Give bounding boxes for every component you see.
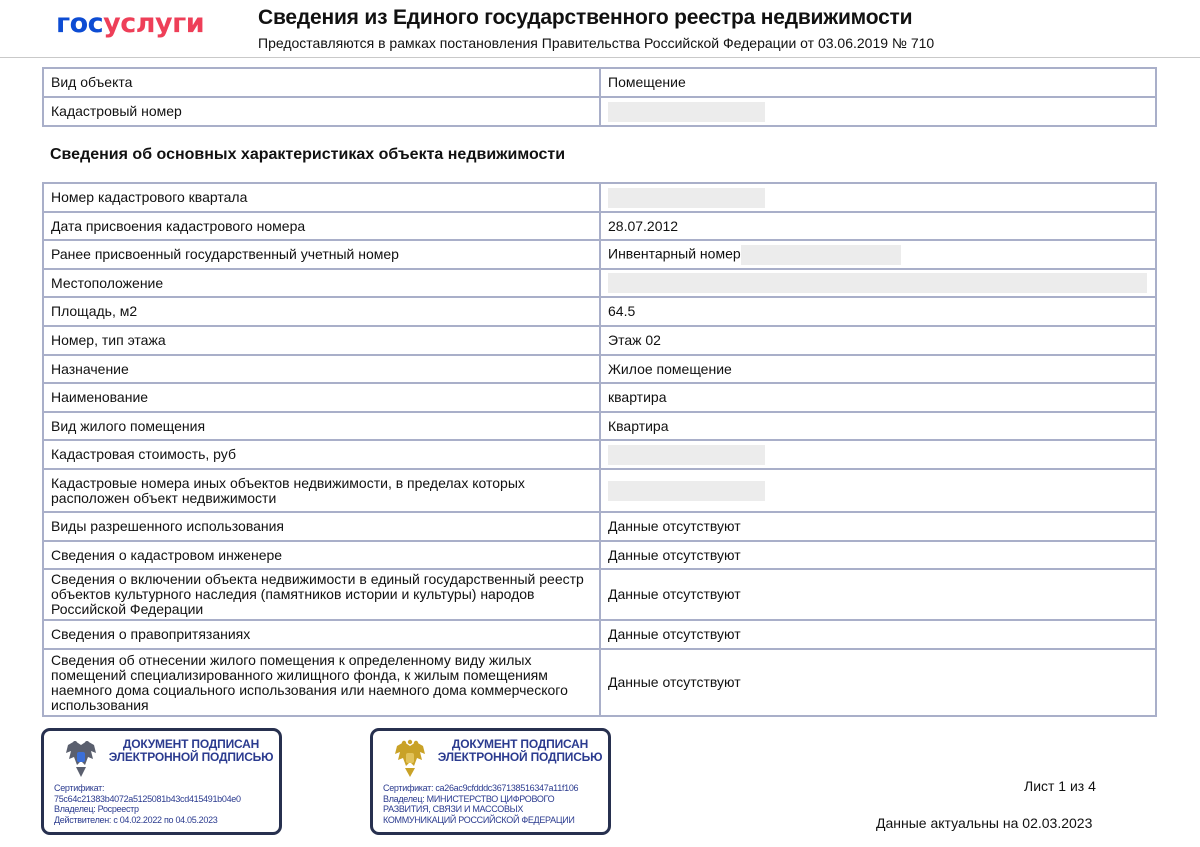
row-value: 28.07.2012: [600, 212, 1156, 240]
table-row: [43, 183, 1156, 212]
gosuslugi-logo: госуслуги: [56, 8, 205, 39]
row-label: Вид объекта: [43, 68, 600, 97]
row-label: Номер, тип этажа: [43, 326, 600, 355]
document-subtitle: Предоставляются в рамках постановления Правительства Российской Федерации от 03.06.2019 № 710: [258, 35, 935, 51]
table-row: [43, 97, 1156, 126]
table-row: [43, 269, 1156, 297]
row-value: Инвентарный номер: [600, 240, 1156, 269]
row-label: Кадастровые номера иных объектов недвижимости, в пределах которых расположен объект недвижимости: [43, 469, 600, 512]
row-label: Номер кадастрового квартала: [43, 183, 600, 212]
table-row: [43, 383, 1156, 412]
table-row: [43, 469, 1156, 512]
row-value: квартира: [600, 383, 1156, 412]
row-value: 64.5: [600, 297, 1156, 326]
section-title: Сведения об основных характеристиках объекта недвижимости: [50, 146, 566, 163]
row-label: Кадастровый номер: [43, 97, 600, 126]
row-value: Данные отсутствуют: [600, 541, 1156, 569]
row-value: Данные отсутствуют: [600, 620, 1156, 649]
table-row: [43, 620, 1156, 649]
row-label: Вид жилого помещения: [43, 412, 600, 440]
row-value: Этаж 02: [600, 326, 1156, 355]
document-title: Сведения из Единого государственного реестра недвижимости: [258, 6, 913, 29]
row-label: Сведения о включении объекта недвижимости в единый государственный реестр объектов культурного наследия (памятников истории и культуры) народов Российской Федерации: [43, 569, 600, 620]
sheet-counter: Лист 1 из 4: [1024, 778, 1096, 794]
page-header: [0, 0, 1200, 58]
row-value: [600, 183, 1156, 212]
redacted-value: [608, 188, 765, 208]
row-value: Данные отсутствуют: [600, 512, 1156, 541]
table-row: [43, 649, 1156, 716]
row-value: [600, 269, 1156, 297]
redacted-value: [741, 245, 901, 265]
table-row: [43, 355, 1156, 383]
table-row: [43, 440, 1156, 469]
row-value: Квартира: [600, 412, 1156, 440]
row-label: Сведения о правопритязаниях: [43, 620, 600, 649]
stamp-certificate-info: Сертификат: ca26ac9cfdddc367138516347a11f106 Владелец: МИНИСТЕРСТВО ЦИФРОВОГО РАЗВИТИЯ, СВЯЗИ И МАССОВЫХ КОММУНИКАЦИЙ РОССИЙСКОЙ ФЕДЕРАЦИИ: [383, 783, 579, 825]
table-row: [43, 212, 1156, 240]
rosreestr-emblem-icon: [64, 739, 98, 779]
table-row: [43, 297, 1156, 326]
row-label: Местоположение: [43, 269, 600, 297]
table-row: [43, 512, 1156, 541]
row-label: Кадастровая стоимость, руб: [43, 440, 600, 469]
redacted-value: [608, 102, 765, 122]
signature-stamp: [41, 728, 282, 835]
data-actual-date: Данные актуальны на 02.03.2023: [876, 815, 1093, 831]
signature-stamp: [370, 728, 611, 835]
table-row: [43, 326, 1156, 355]
row-label: Наименование: [43, 383, 600, 412]
table-row: [43, 68, 1156, 97]
stamp-title: ДОКУМЕНТ ПОДПИСАН ЭЛЕКТРОННОЙ ПОДПИСЬЮ: [108, 737, 274, 764]
row-value: Жилое помещение: [600, 355, 1156, 383]
stamp-certificate-info: Сертификат: 75c64c21383b4072a5125081b43cd415491b04e0 Владелец: Росреестр Действителен: с 04.02.2022 по 04.05.2023: [54, 783, 241, 825]
redacted-value: [608, 445, 765, 465]
row-label: Площадь, м2: [43, 297, 600, 326]
table-row: [43, 240, 1156, 269]
russian-coat-of-arms-icon: [393, 739, 427, 779]
row-label: Назначение: [43, 355, 600, 383]
redacted-value: [608, 273, 1147, 293]
table-row: [43, 412, 1156, 440]
row-value: Помещение: [600, 68, 1156, 97]
row-label: Дата присвоения кадастрового номера: [43, 212, 600, 240]
characteristics-table: [42, 182, 1157, 717]
row-value: Данные отсутствуют: [600, 649, 1156, 716]
table-row: [43, 569, 1156, 620]
row-value: Данные отсутствуют: [600, 569, 1156, 620]
row-value: [600, 440, 1156, 469]
object-table: [42, 67, 1157, 127]
row-value: [600, 97, 1156, 126]
stamp-title: ДОКУМЕНТ ПОДПИСАН ЭЛЕКТРОННОЙ ПОДПИСЬЮ: [437, 737, 603, 764]
table-row: [43, 541, 1156, 569]
row-value: [600, 469, 1156, 512]
row-label: Сведения о кадастровом инженере: [43, 541, 600, 569]
row-label: Сведения об отнесении жилого помещения к определенному виду жилых помещений специализированного жилищного фонда, к жилым помещениям наемного дома социального использования или наемного дома коммерческого использования: [43, 649, 600, 716]
redacted-value: [608, 481, 765, 501]
row-label: Виды разрешенного использования: [43, 512, 600, 541]
row-label: Ранее присвоенный государственный учетный номер: [43, 240, 600, 269]
